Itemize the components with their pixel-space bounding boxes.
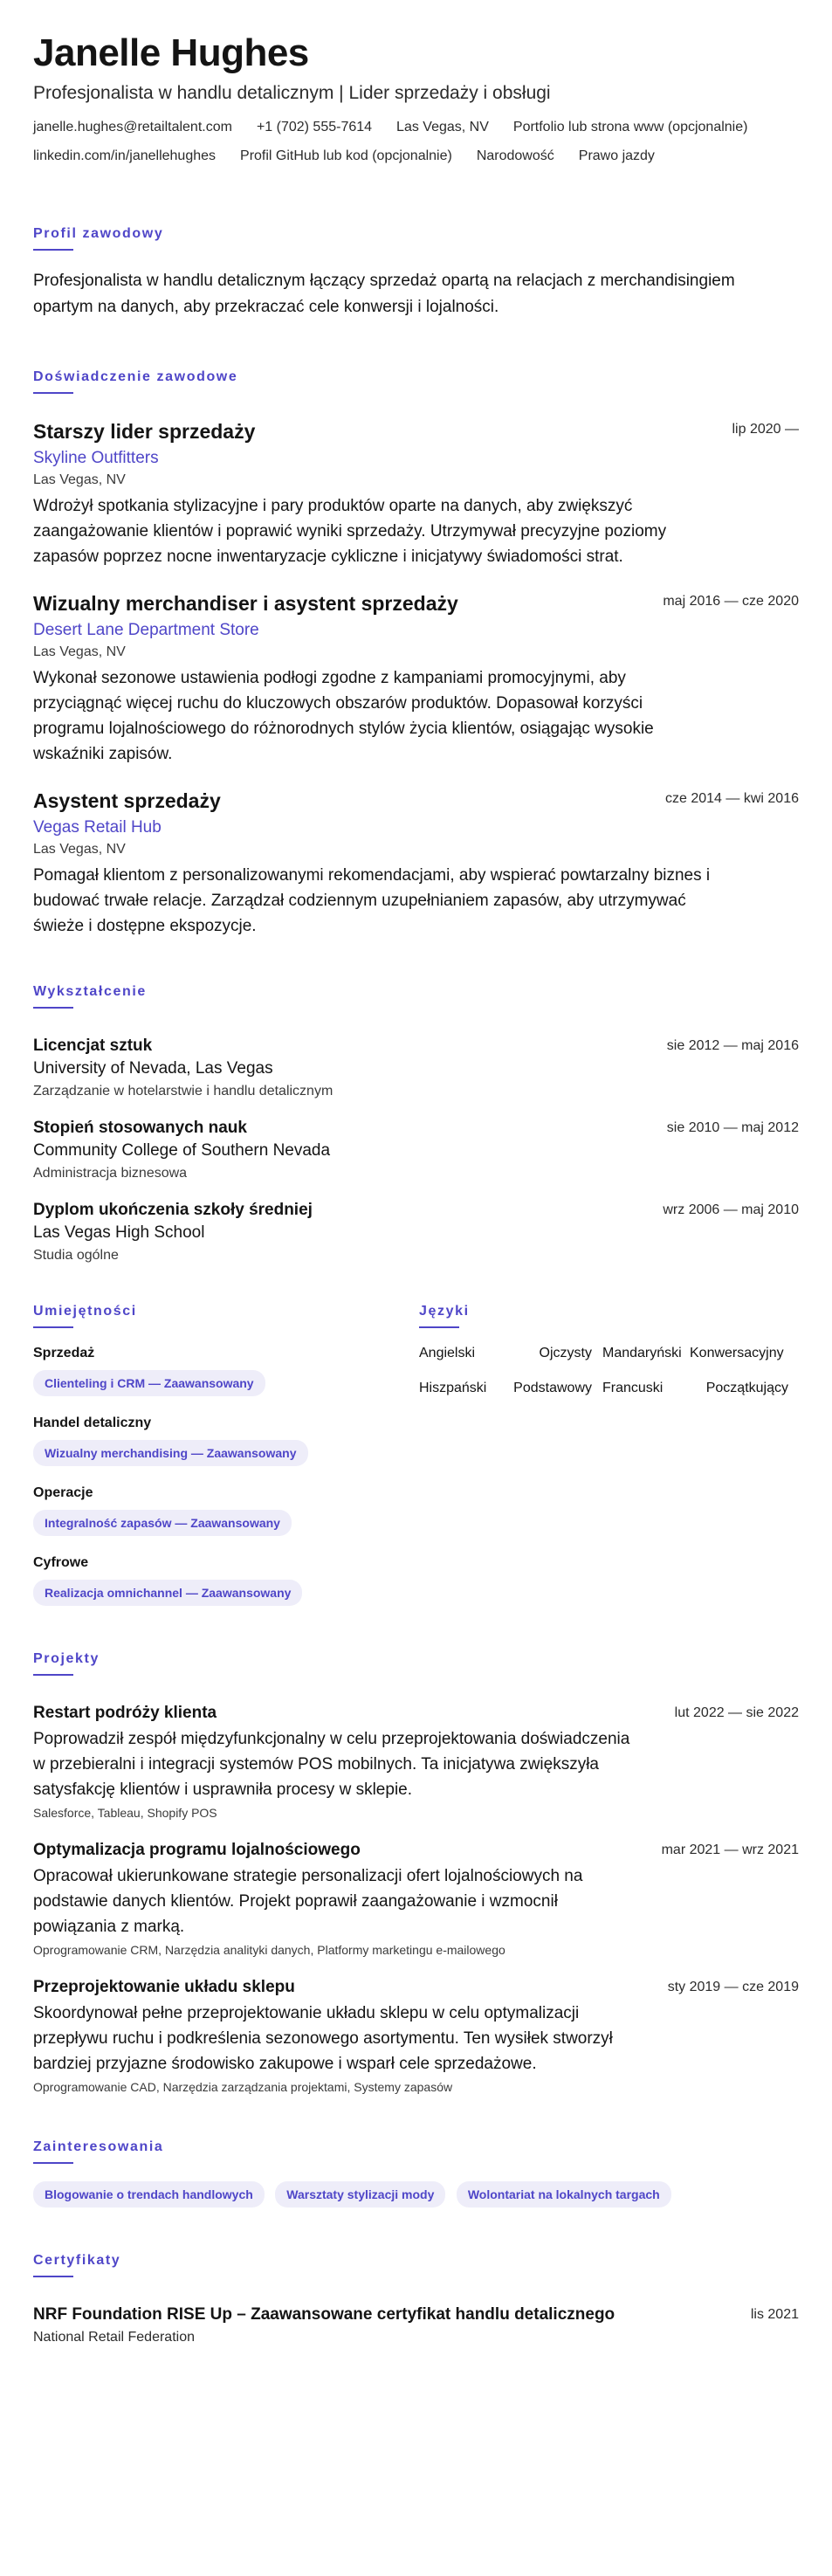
section-rule — [33, 1674, 73, 1676]
experience-item — [33, 789, 799, 939]
contact-portfolio[interactable]: Portfolio lub strona www (opcjonalnie) — [512, 119, 748, 134]
education-school: Las Vegas High School — [33, 1223, 205, 1242]
project-technologies: Salesforce, Tableau, Shopify POS — [33, 1805, 217, 1820]
contact-phone[interactable]: +1 (702) 555-7614 — [256, 119, 373, 134]
skill-chip: Realizacja omnichannel — Zaawansowany — [33, 1580, 302, 1606]
language-level: Podstawowy — [513, 1380, 592, 1395]
languages-column — [419, 1264, 799, 1606]
education-school: University of Nevada, Las Vegas — [33, 1058, 273, 1078]
interest-chip: Warsztaty stylizacji mody — [275, 2181, 445, 2208]
education-item — [33, 1119, 799, 1181]
job-dates: cze 2014 — kwi 2016 — [665, 790, 799, 806]
job-location: Las Vegas, NV — [33, 841, 126, 857]
contact-nationality: Narodowość — [476, 148, 554, 163]
contact-email[interactable]: janelle.hughes@retailtalent.com — [33, 119, 232, 134]
headline: Profesjonalista w handlu detalicznym | Lider sprzedaży i obsługi — [33, 82, 551, 103]
interest-chip: Wolontariat na lokalnych targach — [457, 2181, 671, 2208]
skill-category: Sprzedaż — [33, 1345, 95, 1360]
project-item — [33, 1841, 799, 1957]
experience-list — [33, 420, 799, 939]
skills-languages — [33, 1264, 799, 1606]
section-title-languages: Języki — [419, 1303, 470, 1319]
job-dates: lip 2020 — — [732, 421, 799, 437]
job-company: Skyline Outfitters — [33, 448, 159, 467]
language-name: Angielski — [419, 1345, 476, 1360]
section-title-interests: Zainteresowania — [33, 2139, 164, 2154]
job-title: Wizualny merchandiser i asystent sprzedaży — [33, 591, 458, 615]
project-item — [33, 1978, 799, 2094]
job-title: Asystent sprzedaży — [33, 789, 221, 812]
job-title: Starszy lider sprzedaży — [33, 419, 256, 443]
education-field: Studia ogólne — [33, 1247, 119, 1263]
job-location: Las Vegas, NV — [33, 644, 126, 659]
section-title-skills: Umiejętności — [33, 1303, 137, 1319]
project-technologies: Oprogramowanie CAD, Narzędzia zarządzania projektami, Systemy zapasów — [33, 2079, 453, 2094]
education-field: Zarządzanie w hotelarstwie i handlu detalicznym — [33, 1083, 333, 1099]
section-title-education: Wykształcenie — [33, 983, 147, 999]
job-description: Wykonał sezonowe ustawienia podłogi zgodne z kampaniami promocyjnymi, aby przyciągnąć więcej ruchu do kluczowych obszarów produktów. Dopasował korzyści programu lojalnościowego do różnorodnych stylów życia klientów, osiągając wysokie wskaźniki zapisów. — [33, 668, 654, 763]
certificate-date: lis 2021 — [750, 2306, 799, 2322]
job-company: Desert Lane Department Store — [33, 620, 259, 639]
contact-driving-license: Prawo jazdy — [578, 148, 655, 163]
job-description: Wdrożył spotkania stylizacyjne i pary produktów oparte na danych, aby zwiększyć zaangażowanie klientów i poprawić wyniki sprzedaży. Utrzymywał precyzyjne poziomy zapasów poprzez nocne inwentaryzacje cykliczne i inicjatywy świadomości strat. — [33, 496, 667, 566]
experience-item — [33, 420, 799, 569]
section-rule — [33, 2162, 73, 2164]
skills-column — [33, 1264, 419, 1606]
education-school: Community College of Southern Nevada — [33, 1140, 331, 1160]
section-rule — [33, 249, 73, 251]
experience-item — [33, 592, 799, 767]
project-title: Optymalizacja programu lojalnościowego — [33, 1840, 361, 1859]
education-degree: Dyplom ukończenia szkoły średniej — [33, 1200, 313, 1219]
education-degree: Licencjat sztuk — [33, 1036, 153, 1055]
job-company: Vegas Retail Hub — [33, 817, 162, 837]
project-dates: sty 2019 — cze 2019 — [667, 1979, 799, 1994]
skill-category: Operacje — [33, 1484, 93, 1500]
section-rule — [33, 1326, 73, 1328]
education-degree: Stopień stosowanych nauk — [33, 1118, 247, 1137]
contact-info — [33, 120, 799, 177]
contact-location: Las Vegas, NV — [396, 119, 489, 134]
contact-linkedin[interactable]: linkedin.com/in/janellehughes — [33, 148, 217, 163]
section-rule — [33, 392, 73, 394]
project-title: Restart podróży klienta — [33, 1703, 217, 1722]
language-name: Mandaryński — [602, 1345, 682, 1360]
job-location: Las Vegas, NV — [33, 472, 126, 487]
candidate-name: Janelle Hughes — [33, 31, 309, 74]
language-name: Francuski — [602, 1380, 664, 1395]
project-technologies: Oprogramowanie CRM, Narzędzia analityki danych, Platformy marketingu e-mailowego — [33, 1942, 505, 1957]
certificate-title: NRF Foundation RISE Up – Zaawansowane certyfikat handlu detalicznego — [33, 2304, 615, 2324]
section-rule — [419, 1326, 459, 1328]
project-item — [33, 1704, 799, 1820]
certificate-item — [33, 2305, 799, 2345]
certificate-issuer: National Retail Federation — [33, 2329, 195, 2345]
interests-list — [33, 2181, 799, 2208]
languages-grid — [419, 1346, 799, 1396]
project-dates: lut 2022 — sie 2022 — [674, 1705, 799, 1720]
skill-category: Handel detaliczny — [33, 1415, 152, 1430]
education-dates: sie 2012 — maj 2016 — [666, 1037, 799, 1053]
projects-list — [33, 1704, 799, 2094]
education-item — [33, 1201, 799, 1264]
education-dates: wrz 2006 — maj 2010 — [663, 1202, 799, 1217]
skill-chip: Wizualny merchandising — Zaawansowany — [33, 1440, 308, 1466]
section-rule — [33, 1007, 73, 1009]
job-description: Pomagał klientom z personalizowanymi rekomendacjami, aby wspierać powtarzalny biznes i budować trwałe relacje. Zarządzał codziennym uzupełnianiem zapasów, aby utrzymywać świeże i dostępne ekspozycje. — [33, 865, 711, 935]
interest-chip: Blogowanie o trendach handlowych — [33, 2181, 265, 2208]
project-description: Skoordynował pełne przeprojektowanie układu sklepu w celu optymalizacji przepływu ruchu i podkreślenia sezonowego asortymentu. Ten wysiłek stworzył bardziej przyjazne środowisko zakupowe i wsparł cele sprzedażowe. — [33, 2003, 613, 2073]
language-name: Hiszpański — [419, 1380, 487, 1395]
language-level: Konwersacyjny — [690, 1345, 784, 1360]
section-title-profile: Profil zawodowy — [33, 225, 164, 241]
education-list — [33, 1037, 799, 1264]
language-level: Początkujący — [705, 1380, 788, 1395]
section-title-certificates: Certyfikaty — [33, 2252, 121, 2268]
project-description: Poprowadził zespół międzyfunkcjonalny w celu przeprojektowania doświadczenia w przebieralni i integracji systemów POS mobilnych. Ta inicjatywa zwiększyła satysfakcję klientów i usprawniła procesy w sklepie. — [33, 1729, 630, 1799]
skill-chip: Clienteling i CRM — Zaawansowany — [33, 1370, 265, 1396]
section-title-experience: Doświadczenie zawodowe — [33, 368, 238, 384]
job-dates: maj 2016 — cze 2020 — [663, 593, 799, 609]
contact-github[interactable]: Profil GitHub lub kod (opcjonalnie) — [240, 148, 452, 163]
project-title: Przeprojektowanie układu sklepu — [33, 1977, 295, 1996]
education-field: Administracja biznesowa — [33, 1165, 188, 1181]
project-dates: mar 2021 — wrz 2021 — [661, 1842, 799, 1857]
skill-chip: Integralność zapasów — Zaawansowany — [33, 1510, 292, 1536]
education-dates: sie 2010 — maj 2012 — [666, 1119, 799, 1135]
section-rule — [33, 2276, 73, 2277]
profile-summary: Profesjonalista w handlu detalicznym łączący sprzedaż opartą na relacjach z merchandisingiem opartym na danych, aby przekraczać cele konwersji i lojalności. — [33, 271, 735, 316]
section-title-projects: Projekty — [33, 1650, 100, 1666]
project-description: Opracował ukierunkowane strategie personalizacji ofert lojalnościowych na podstawie danych klientów. Projekt poprawił zaangażowanie i wzmocnił powiązania z marką. — [33, 1866, 583, 1936]
skill-category: Cyfrowe — [33, 1554, 89, 1570]
language-level: Ojczysty — [539, 1345, 592, 1360]
education-item — [33, 1037, 799, 1099]
